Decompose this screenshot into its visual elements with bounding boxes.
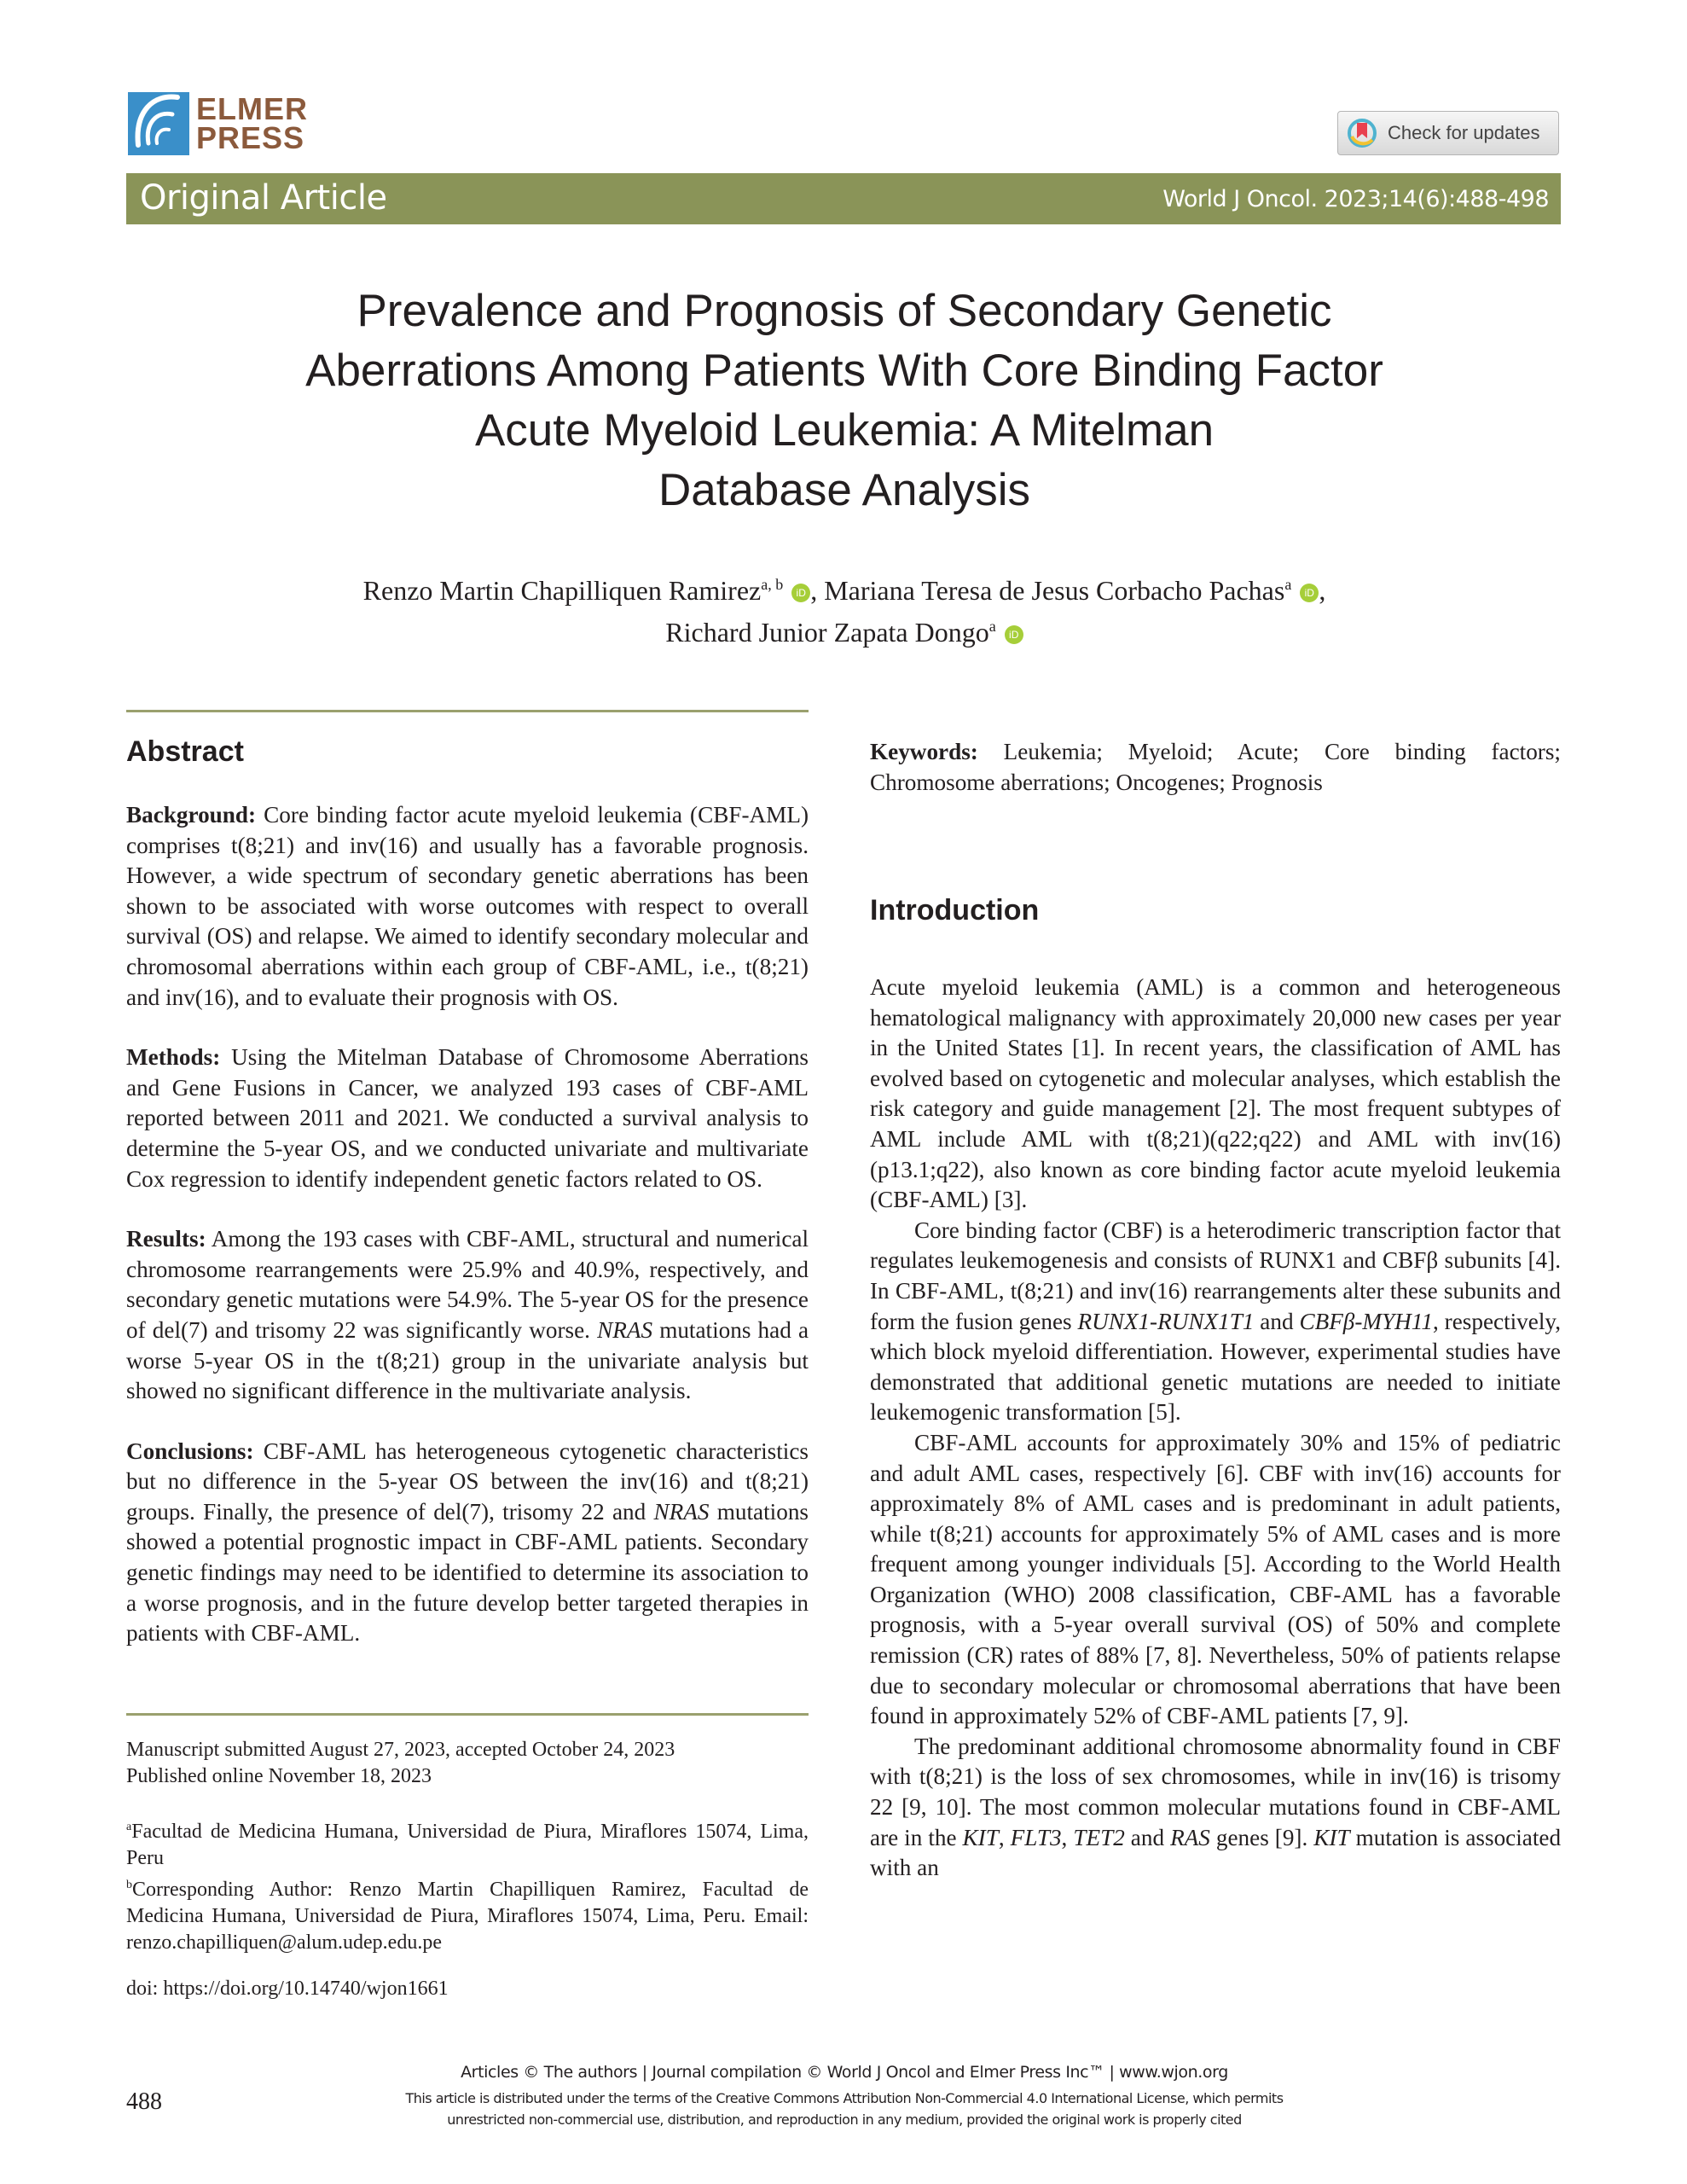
journal-citation: World J Oncol. 2023;14(6):488-498 bbox=[1162, 186, 1549, 212]
article-type-band bbox=[126, 173, 1561, 224]
check-for-updates-button[interactable] bbox=[1337, 111, 1559, 155]
keywords bbox=[870, 737, 1561, 798]
conclusions-text: CBF-AML has heterogeneous cytogenetic characteristics but no difference in the 5-year OS between the inv(16) and t(8;21) groups. Finally, the presence of del(7), trisomy 22 and bbox=[126, 1438, 809, 1525]
page-number: 488 bbox=[126, 2088, 162, 2115]
abstract-top-divider bbox=[126, 710, 809, 712]
affiliations bbox=[126, 1814, 809, 1956]
abstract-heading: Abstract bbox=[126, 735, 244, 768]
page-title bbox=[213, 282, 1475, 520]
conclusions-text: mutations showed a potential prognostic impact in CBF-AML patients. Secondary genetic findings may need to be identified to determine its association to a worse prognosis, and in the future develop better targeted therapies in patients with CBF-AML. bbox=[126, 1498, 809, 1647]
gene-name: NRAS bbox=[653, 1498, 710, 1525]
license-line: unrestricted non-commercial use, distribution, and reproduction in any medium, provided the original work is properly cited bbox=[447, 2111, 1242, 2128]
background-text: Core binding factor acute myeloid leukemia (CBF-AML) comprises t(8;21) and inv(16) and usually has a favorable prognosis. However, a wide spectrum of secondary genetic aberrations has been shown to be associated with worse outcomes with respect to overall survival (OS) and relapse. We aimed to identify secondary molecular and chromosomal aberrations within each group of CBF-AML, i.e., t(8;21) and inv(16), and to evaluate their prognosis with OS. bbox=[126, 802, 809, 1010]
results-text: Among the 193 cases with CBF-AML, structural and numerical chromosome rearrangements were 25.9% and 40.9%, respectively, and secondary genetic mutations were 54.9%. The 5-year OS for the presence of del(7) and trisomy 22 was significantly worse. bbox=[126, 1226, 809, 1343]
results-label: Results: bbox=[126, 1226, 206, 1252]
orcid-icon[interactable]: iD bbox=[791, 584, 810, 602]
elmer-press-wave-icon bbox=[128, 92, 189, 155]
gene-name: FLT3 bbox=[1010, 1824, 1062, 1850]
abstract-body bbox=[126, 800, 809, 1649]
publication-date: Published online November 18, 2023 bbox=[126, 1765, 432, 1787]
license-line: This article is distributed under the terms of the Creative Commons Attribution Non-Commercial 4.0 International License, which permits bbox=[405, 2090, 1284, 2106]
article-type: Original Article bbox=[140, 178, 387, 218]
abstract-bottom-divider bbox=[126, 1713, 809, 1716]
results-text: mutations had a worse 5-year OS in the t(8;21) group in the univariate analysis but showed no significant difference in the multivariate analysis. bbox=[126, 1316, 809, 1404]
abstract-results bbox=[126, 1224, 809, 1407]
author-list: Renzo Martin Chapilliquen Ramirez$^{a, b}$ iD , Mariana Teresa de Jesus Corbacho Pachas$^a$ iD , Richard Junior Zapata Dongo$^a$ iD bbox=[362, 575, 1326, 648]
gene-name: KIT bbox=[962, 1824, 999, 1850]
introduction-heading: Introduction bbox=[870, 894, 1040, 926]
keywords-label: Keywords: bbox=[870, 739, 978, 764]
abstract-conclusions bbox=[126, 1437, 809, 1649]
title-line: Aberrations Among Patients With Core Binding Factor bbox=[305, 346, 1383, 396]
gene-name: KIT bbox=[1313, 1824, 1350, 1850]
author-name: Mariana Teresa de Jesus Corbacho Pachas bbox=[824, 575, 1285, 606]
intro-paragraph: Acute myeloid leukemia (AML) is a common and heterogeneous hematological malignancy with approximately 20,000 new cases per year in the United States [1]. In recent years, the classification of AML has evolved based on cytogenetic and molecular analyses, which establish the risk category and guide management [2]. The most frequent subtypes of AML include AML with t(8;21)(q22;q22) and AML with inv(16)(p13.1;q22), also known as core binding factor acute myeloid leukemia (CBF-AML) [3]. bbox=[870, 974, 1561, 1213]
check-for-updates-label: Check for updates bbox=[1388, 122, 1540, 143]
crossmark-bookmark-icon bbox=[1347, 118, 1377, 148]
gene-name: RAS bbox=[1170, 1824, 1210, 1850]
logo-line-2: PRESS bbox=[196, 120, 305, 155]
gene-name: TET2 bbox=[1073, 1824, 1125, 1850]
methods-label: Methods: bbox=[126, 1044, 221, 1071]
author-name: Richard Junior Zapata Dongo bbox=[665, 617, 989, 648]
gene-name: RUNX1-RUNX1T1 bbox=[1077, 1308, 1255, 1334]
publisher-logo bbox=[128, 92, 308, 155]
copyright-line: Articles © The authors | Journal compilation © World J Oncol and Elmer Press Inc™ | www.wjon.org bbox=[461, 2063, 1228, 2082]
intro-paragraph: Core binding factor (CBF) is a heterodimeric transcription factor that regulates leukemogenesis and consists of RUNX1 and CBFβ subunits [4]. In CBF-AML, t(8;21) and inv(16) rearrangements alter these subunits and form the fusion genes RUNX1-RUNX1T1 and CBFβ-MYH11, respectively, which block myeloid differentiation. However, experimental studies have demonstrated that additional genetic mutations are needed to initiate leukemogenic transformation [5]. bbox=[870, 1217, 1562, 1426]
intro-paragraph: CBF-AML accounts for approximately 30% and 15% of pediatric and adult AML cases, respectively [6]. CBF with inv(16) accounts for approximately 8% of AML cases and is predominant in adult patients, while t(8;21) accounts for approximately 5% of AML cases and is more frequent among younger individuals [5]. According to the World Health Organization (WHO) 2008 classification, CBF-AML has a favorable prognosis, with a 5-year overall survival (OS) of 50% and complete remission (CR) rates of 88% [7, 8]. Nevertheless, 50% of patients relapse due to secondary molecular or chromosomal aberrations that have been found in approximately 52% of CBF-AML patients [7, 9]. bbox=[870, 1429, 1561, 1729]
abstract-background bbox=[126, 800, 809, 1013]
affiliation-a: $^a$Facultad de Medicina Humana, Universidad de Piura, Miraflores 15074, Lima, Peru bbox=[126, 1821, 809, 1869]
affiliation-b: $^b$Corresponding Author: Renzo Martin Chapilliquen Ramirez, Facultad de Medicina Humana, Universidad de Piura, Miraflores 15074, Lima, Peru. Email: renzo.chapilliquen@alum.udep.edu.pe bbox=[126, 1879, 809, 1954]
methods-text: Using the Mitelman Database of Chromosome Aberrations and Gene Fusions in Cancer, we analyzed 193 cases of CBF-AML reported between 2011 and 2021. We conducted a survival analysis to determine the 5-year OS, and we conducted univariate and multivariate Cox regression to identify independent genetic factors related to OS. bbox=[126, 1044, 809, 1192]
gene-name: CBFβ-MYH11 bbox=[1299, 1308, 1433, 1334]
publisher-name bbox=[196, 91, 308, 155]
background-label: Background: bbox=[126, 802, 257, 828]
logo-line-1: ELMER bbox=[196, 91, 308, 126]
author-affiliation: a, b bbox=[761, 576, 784, 593]
submission-dates: Manuscript submitted August 27, 2023, accepted October 24, 2023 bbox=[126, 1739, 675, 1761]
title-line: Database Analysis bbox=[658, 465, 1031, 515]
author-affiliation: a bbox=[988, 618, 996, 635]
intro-paragraph: The predominant additional chromosome abnormality found in CBF with t(8;21) is the loss of sex chromosomes, while in inv(16) is trisomy 22 [9, 10]. The most common molecular mutations found in CBF-AML are in the KIT, FLT3, TET2 and RAS genes [9]. KIT mutation is associated with an bbox=[870, 1733, 1562, 1881]
abstract-methods bbox=[126, 1043, 809, 1194]
author-name: Renzo Martin Chapilliquen Ramirez bbox=[362, 575, 762, 606]
orcid-icon[interactable]: iD bbox=[1005, 625, 1023, 644]
title-line: Prevalence and Prognosis of Secondary Genetic bbox=[357, 286, 1332, 336]
manuscript-info bbox=[126, 1737, 809, 1790]
orcid-icon[interactable]: iD bbox=[1300, 584, 1319, 602]
author-affiliation: a bbox=[1284, 576, 1292, 593]
page-footer bbox=[128, 2063, 1561, 2128]
gene-name: NRAS bbox=[597, 1316, 653, 1343]
title-line: Acute Myeloid Leukemia: A Mitelman bbox=[474, 405, 1215, 456]
conclusions-label: Conclusions: bbox=[126, 1438, 254, 1464]
doi-link[interactable]: doi: https://doi.org/10.14740/wjon1661 bbox=[126, 1978, 449, 2000]
introduction-body bbox=[870, 973, 1561, 1884]
keywords-text: Leukemia; Myeloid; Acute; Core binding factors; Chromosome aberrations; Oncogenes; Prognosis bbox=[870, 739, 1561, 795]
